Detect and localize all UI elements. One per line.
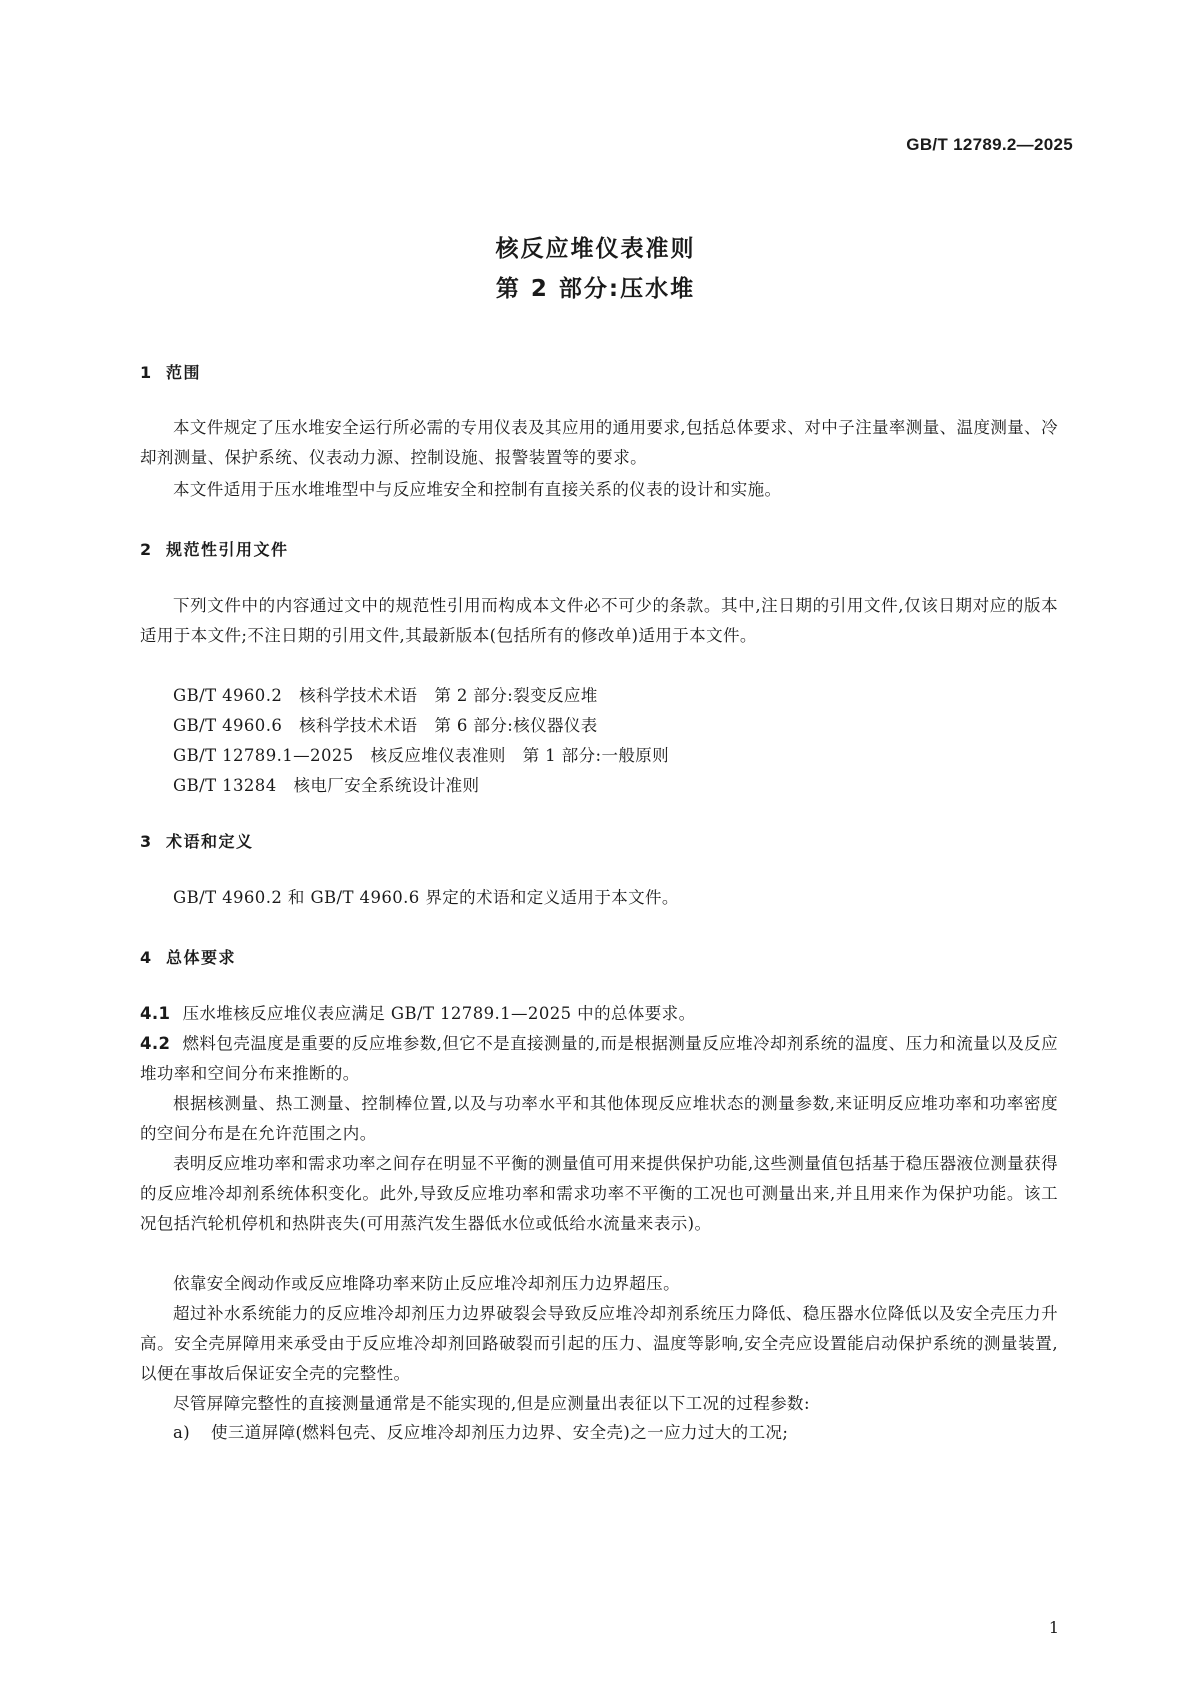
clause-text: 压水堆核反应堆仪表应满足 GB/T 12789.1—2025 中的总体要求。	[182, 1004, 696, 1023]
standard-code: GB/T 12789.2—2025	[906, 135, 1073, 154]
general-paragraph-4: 超过补水系统能力的反应堆冷却剂压力边界破裂会导致反应堆冷却剂系统压力降低、稳压器水位降低以及安全壳压力升高。安全壳屏障用来承受由于反应堆冷却剂回路破裂而引起的压力、温度等影响,安全壳应设置能启动保护系统的测量装置,以便在事故后保证安全壳的完整性。	[140, 1304, 1058, 1383]
section-number: 2	[140, 540, 153, 559]
scope-paragraph-1: 本文件规定了压水堆安全运行所必需的专用仪表及其应用的通用要求,包括总体要求、对中子注量率测量、温度测量、冷却剂测量、保护系统、仪表动力源、控制设施、报警装置等的要求。	[140, 418, 1058, 467]
clause-number: 4.2	[140, 1034, 171, 1053]
section-number: 3	[140, 832, 153, 851]
reference-item: GB/T 13284 核电厂安全系统设计准则	[173, 776, 480, 795]
section-heading-general-requirements	[140, 945, 236, 968]
document-subtitle: 第 2 部分:压水堆	[495, 276, 696, 302]
list-label: a)	[173, 1423, 191, 1442]
section-heading-scope	[140, 360, 201, 383]
clause-4-2	[140, 1029, 1058, 1089]
section-title: 规范性引用文件	[166, 540, 289, 559]
section-number: 1	[140, 363, 153, 382]
section-title: 术语和定义	[166, 832, 254, 851]
list-item-a	[173, 1419, 788, 1443]
section-heading-terms	[140, 829, 254, 852]
section-number: 4	[140, 948, 153, 967]
general-paragraph-5: 尽管屏障完整性的直接测量通常是不能实现的,但是应测量出表征以下工况的过程参数:	[173, 1394, 810, 1413]
list-text: 使三道屏障(燃料包壳、反应堆冷却剂压力边界、安全壳)之一应力过大的工况;	[211, 1423, 789, 1442]
section-heading-normative-references	[140, 537, 289, 560]
clause-4-1	[140, 999, 1058, 1029]
page-number: 1	[1048, 1618, 1059, 1637]
references-intro: 下列文件中的内容通过文中的规范性引用而构成本文件必不可少的条款。其中,注日期的引用文件,仅该日期对应的版本适用于本文件;不注日期的引用文件,其最新版本(包括所有的修改单)适用于本文件。	[140, 596, 1058, 645]
section-title: 范围	[166, 363, 202, 382]
general-paragraph-1: 根据核测量、热工测量、控制棒位置,以及与功率水平和其他体现反应堆状态的测量参数,来证明反应堆功率和功率密度的空间分布是在允许范围之内。	[140, 1094, 1058, 1143]
reference-item: GB/T 4960.6 核科学技术术语 第 6 部分:核仪器仪表	[173, 716, 598, 735]
clause-number: 4.1	[140, 1004, 171, 1023]
reference-item: GB/T 12789.1—2025 核反应堆仪表准则 第 1 部分:一般原则	[173, 746, 670, 765]
scope-paragraph-2: 本文件适用于压水堆堆型中与反应堆安全和控制有直接关系的仪表的设计和实施。	[173, 480, 782, 499]
general-paragraph-3: 依靠安全阀动作或反应堆降功率来防止反应堆冷却剂压力边界超压。	[173, 1274, 680, 1293]
general-paragraph-2: 表明反应堆功率和需求功率之间存在明显不平衡的测量值可用来提供保护功能,这些测量值包括基于稳压器液位测量获得的反应堆冷却剂系统体积变化。此外,导致反应堆功率和需求功率不平衡的工况也可测量出来,并且用来作为保护功能。该工况包括汽轮机停机和热阱丧失(可用蒸汽发生器低水位或低给水流量来表示)。	[140, 1154, 1058, 1233]
document-title: 核反应堆仪表准则	[495, 236, 696, 262]
reference-item: GB/T 4960.2 核科学技术术语 第 2 部分:裂变反应堆	[173, 686, 598, 705]
section-title: 总体要求	[166, 948, 237, 967]
terms-paragraph: GB/T 4960.2 和 GB/T 4960.6 界定的术语和定义适用于本文件。	[173, 888, 679, 907]
clause-text: 燃料包壳温度是重要的反应堆参数,但它不是直接测量的,而是根据测量反应堆冷却剂系统的温度、压力和流量以及反应堆功率和空间分布来推断的。	[140, 1034, 1058, 1083]
